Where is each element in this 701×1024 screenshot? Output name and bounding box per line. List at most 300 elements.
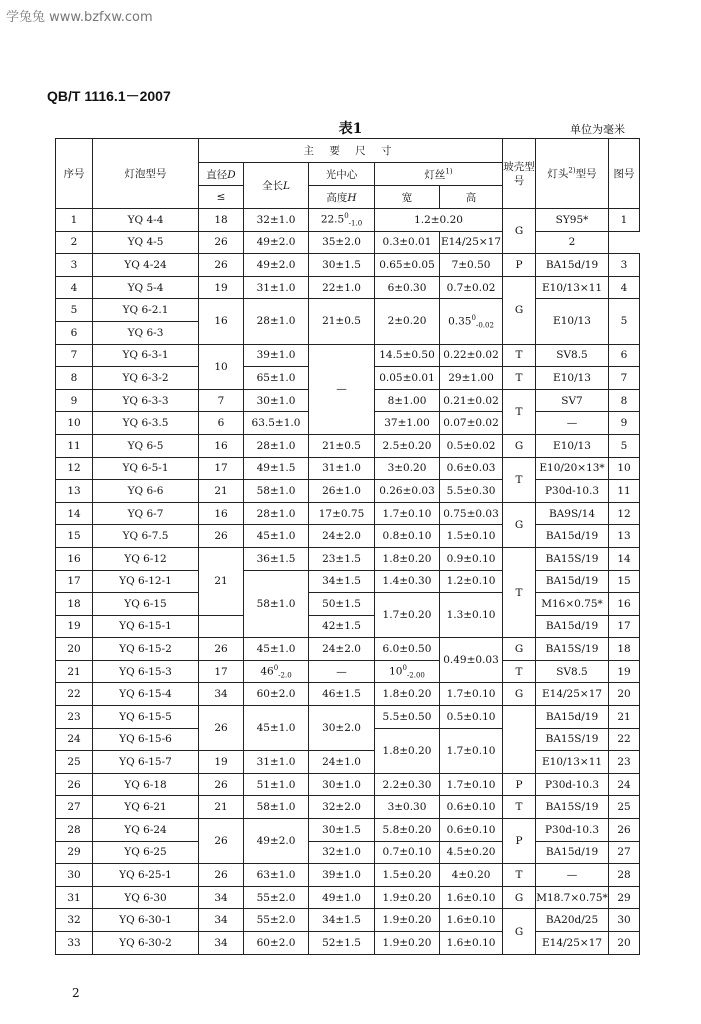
table-row bbox=[56, 434, 640, 457]
cell-seq-value: 7 bbox=[70, 349, 78, 362]
cell-cap-value: — bbox=[566, 869, 578, 882]
cell-fig-value: 15 bbox=[617, 575, 631, 588]
cell-fw-value: 0.65±0.05 bbox=[379, 258, 435, 271]
cell-seq-value: 10 bbox=[67, 417, 81, 430]
cell-cap bbox=[536, 502, 609, 525]
cell-cap-value: SV8.5 bbox=[556, 349, 588, 362]
standard-number: QB/T 1116.1－2007 bbox=[47, 88, 171, 104]
cell-fig bbox=[609, 932, 640, 955]
cell-l bbox=[244, 547, 309, 570]
cell-d-value: 19 bbox=[214, 756, 228, 769]
cell-h bbox=[309, 660, 375, 683]
cell-bulb bbox=[503, 706, 536, 774]
cell-cap bbox=[440, 231, 503, 254]
cell-h-value: — bbox=[336, 383, 347, 396]
cell-h bbox=[309, 909, 375, 932]
cell-cap-value: BA15S/19 bbox=[545, 801, 599, 814]
cell-h bbox=[309, 434, 375, 457]
cell-fw bbox=[375, 932, 440, 955]
cell-l-value: 31±1.0 bbox=[256, 756, 296, 769]
cell-fw bbox=[375, 841, 440, 864]
cell-fw bbox=[375, 773, 440, 796]
cell-fh-value: 1.5±0.10 bbox=[446, 530, 496, 543]
table-row bbox=[56, 751, 640, 774]
table-row bbox=[56, 932, 640, 955]
cell-fig-value: 16 bbox=[617, 597, 631, 610]
cell-fw-value: 2±0.20 bbox=[387, 315, 427, 328]
cell-fh-value: 0.5±0.10 bbox=[446, 710, 496, 723]
cell-seq bbox=[56, 321, 93, 344]
header-cap-note: 2) bbox=[568, 166, 576, 175]
cell-d-value: 16 bbox=[214, 315, 228, 328]
header-bulb-type bbox=[503, 139, 536, 209]
cell-d-value: 34 bbox=[214, 936, 228, 949]
cell-seq bbox=[56, 751, 93, 774]
cell-fw-value: 6±0.30 bbox=[387, 281, 427, 294]
cell-model bbox=[93, 886, 199, 909]
cell-cap-value: SV8.5 bbox=[556, 665, 588, 678]
cell-fh-value: 0.6±0.10 bbox=[446, 823, 496, 836]
cell-bulb-value: P bbox=[515, 258, 523, 271]
cell-seq-value: 22 bbox=[67, 688, 81, 701]
cell-fh bbox=[440, 909, 503, 932]
cell-fig bbox=[609, 660, 640, 683]
cell-d bbox=[199, 231, 244, 254]
cell-cap-value: P30d-10.3 bbox=[544, 823, 600, 836]
cell-cap-value: E10/13×11 bbox=[541, 281, 603, 294]
header-diameter-le: ≤ bbox=[199, 186, 244, 209]
cell-model-value: YQ 6-30 bbox=[124, 891, 167, 904]
cell-h-upper-tol: 0 bbox=[344, 212, 349, 220]
cell-cap bbox=[536, 638, 609, 661]
cell-cap-value: E14/25×17 bbox=[440, 236, 502, 249]
cell-fig-value: 20 bbox=[617, 936, 631, 949]
cell-fig-value: 11 bbox=[617, 484, 631, 497]
cell-seq bbox=[56, 412, 93, 435]
cell-seq bbox=[56, 638, 93, 661]
cell-model bbox=[93, 276, 199, 299]
cell-fig bbox=[609, 525, 640, 548]
cell-d bbox=[199, 276, 244, 299]
cell-d bbox=[199, 457, 244, 480]
cell-l-value: 63±1.0 bbox=[256, 869, 296, 882]
cell-l-value: 32±1.0 bbox=[256, 213, 296, 226]
cell-fh bbox=[440, 683, 503, 706]
cell-fig bbox=[609, 570, 640, 593]
cell-seq bbox=[56, 864, 93, 887]
cell-fh bbox=[440, 593, 503, 638]
cell-model-value: YQ 6-2.1 bbox=[122, 304, 169, 317]
cell-d bbox=[199, 660, 244, 683]
cell-l bbox=[244, 389, 309, 412]
cell-model-value: YQ 6-30-1 bbox=[119, 914, 172, 927]
cell-d bbox=[199, 344, 244, 389]
cell-d bbox=[199, 751, 244, 774]
cell-fig bbox=[609, 480, 640, 503]
cell-h bbox=[309, 615, 375, 638]
cell-cap bbox=[536, 412, 609, 435]
cell-seq bbox=[56, 231, 93, 254]
cell-fw-value: 0.7±0.10 bbox=[382, 846, 432, 859]
cell-bulb bbox=[503, 276, 536, 344]
table-row bbox=[56, 796, 640, 819]
cell-l-value: 49±2.0 bbox=[256, 236, 296, 249]
cell-d bbox=[199, 209, 244, 232]
cell-fw bbox=[375, 525, 440, 548]
cell-model-value: YQ 6-15-2 bbox=[119, 643, 172, 656]
cell-h bbox=[309, 570, 375, 593]
cell-cap bbox=[536, 751, 609, 774]
cell-l bbox=[244, 886, 309, 909]
cell-model bbox=[93, 706, 199, 729]
cell-seq-value: 3 bbox=[70, 258, 78, 271]
cell-cap bbox=[536, 389, 609, 412]
cell-cap bbox=[536, 660, 609, 683]
cell-model bbox=[93, 660, 199, 683]
cell-model bbox=[93, 547, 199, 570]
cell-fh-value: 0.6±0.03 bbox=[446, 462, 496, 475]
cell-l bbox=[244, 864, 309, 887]
cell-fh-value: 0.21±0.02 bbox=[443, 394, 499, 407]
cell-fh bbox=[440, 796, 503, 819]
cell-seq bbox=[56, 344, 93, 367]
table-row bbox=[56, 638, 640, 661]
cell-fw-lower-tol: -2.00 bbox=[406, 671, 425, 680]
cell-fig bbox=[609, 909, 640, 932]
table-caption: 表1 bbox=[338, 121, 363, 137]
cell-fh-value: 1.2±0.10 bbox=[446, 575, 496, 588]
cell-d bbox=[199, 412, 244, 435]
cell-bulb-value: T bbox=[515, 473, 523, 486]
cell-seq bbox=[56, 389, 93, 412]
table-row bbox=[56, 570, 640, 593]
cell-d bbox=[199, 389, 244, 412]
cell-fig-value: 19 bbox=[617, 665, 631, 678]
cell-cap-value: BA15S/19 bbox=[545, 552, 599, 565]
cell-bulb-value: P bbox=[515, 778, 523, 791]
cell-d-value: 26 bbox=[214, 530, 228, 543]
cell-bulb-value: T bbox=[515, 371, 523, 384]
cell-fig bbox=[609, 819, 640, 842]
cell-d-value: 18 bbox=[214, 213, 228, 226]
cell-model-value: YQ 6-21 bbox=[124, 801, 167, 814]
cell-d bbox=[199, 909, 244, 932]
cell-l-value: 39±1.0 bbox=[256, 349, 296, 362]
cell-fh bbox=[440, 570, 503, 593]
cell-d bbox=[199, 480, 244, 503]
cell-l-value: 30±1.0 bbox=[256, 394, 296, 407]
table-row bbox=[56, 457, 640, 480]
cell-fw bbox=[375, 367, 440, 390]
cell-cap bbox=[536, 457, 609, 480]
cell-model-value: YQ 6-12 bbox=[124, 552, 167, 565]
cell-h-value: 24±1.0 bbox=[322, 756, 361, 769]
cell-cap bbox=[536, 570, 609, 593]
cell-l-value: 49±2.0 bbox=[256, 258, 296, 271]
cell-cap-value: E14/25×17 bbox=[541, 936, 603, 949]
cell-bulb bbox=[503, 389, 536, 434]
cell-seq-value: 25 bbox=[67, 756, 81, 769]
cell-seq bbox=[56, 547, 93, 570]
cell-fw bbox=[375, 593, 440, 638]
cell-bulb-value: T bbox=[515, 869, 523, 882]
cell-fig-value: 22 bbox=[617, 733, 631, 746]
cell-l-value: 45±1.0 bbox=[256, 722, 296, 735]
cell-seq-value: 12 bbox=[67, 462, 81, 475]
cell-model bbox=[93, 864, 199, 887]
cell-fh bbox=[440, 864, 503, 887]
cell-cap bbox=[536, 886, 609, 909]
cell-l bbox=[244, 209, 309, 232]
cell-seq-value: 16 bbox=[67, 552, 81, 565]
cell-seq bbox=[56, 819, 93, 842]
cell-fig-value: 10 bbox=[617, 462, 631, 475]
cell-fh bbox=[440, 728, 503, 773]
cell-model bbox=[93, 209, 199, 232]
cell-fh-lower-tol: -0.02 bbox=[475, 321, 494, 330]
cell-fw-value: 5.8±0.20 bbox=[382, 823, 432, 836]
cell-fh-value: 5.5±0.30 bbox=[446, 484, 496, 497]
cell-h bbox=[309, 932, 375, 955]
cell-d bbox=[199, 547, 244, 615]
cell-fw bbox=[375, 909, 440, 932]
cell-bulb-value: G bbox=[514, 688, 524, 701]
cell-seq bbox=[56, 706, 93, 729]
cell-fig bbox=[609, 841, 640, 864]
cell-model-value: YQ 6-25-1 bbox=[119, 869, 172, 882]
cell-fig bbox=[609, 773, 640, 796]
cell-fig-value: 5 bbox=[620, 439, 628, 452]
cell-model bbox=[93, 321, 199, 344]
cell-h bbox=[309, 638, 375, 661]
cell-fw bbox=[375, 706, 440, 729]
cell-model-value: YQ 6-7.5 bbox=[122, 530, 169, 543]
cell-h-value: 52±1.5 bbox=[322, 936, 361, 949]
cell-d bbox=[199, 254, 244, 277]
table-row bbox=[56, 502, 640, 525]
cell-model bbox=[93, 480, 199, 503]
cell-model bbox=[93, 412, 199, 435]
cell-model bbox=[93, 570, 199, 593]
cell-h bbox=[309, 457, 375, 480]
cell-seq bbox=[56, 909, 93, 932]
cell-d-value: 21 bbox=[214, 575, 228, 588]
header-diameter-symbol: D bbox=[227, 168, 236, 181]
cell-l-value: 55±2.0 bbox=[256, 914, 296, 927]
table-row bbox=[56, 231, 640, 254]
cell-l-value: 60±2.0 bbox=[256, 936, 296, 949]
cell-fw bbox=[375, 547, 440, 570]
cell-seq-value: 8 bbox=[70, 371, 78, 384]
cell-l bbox=[244, 480, 309, 503]
cell-fh bbox=[440, 773, 503, 796]
cell-bulb bbox=[503, 209, 536, 254]
cell-bulb bbox=[503, 660, 536, 683]
cell-model-value: YQ 6-5 bbox=[127, 439, 164, 452]
cell-fw bbox=[375, 819, 440, 842]
cell-model bbox=[93, 525, 199, 548]
cell-h bbox=[309, 864, 375, 887]
cell-fig-value: 6 bbox=[620, 349, 628, 362]
table-row bbox=[56, 615, 640, 638]
cell-fig-value: 13 bbox=[617, 530, 631, 543]
cell-seq-value: 17 bbox=[67, 575, 81, 588]
cell-seq-value: 11 bbox=[67, 439, 81, 452]
cell-fw-value: 1.8±0.20 bbox=[382, 688, 432, 701]
cell-h-value: 30±1.5 bbox=[322, 823, 361, 836]
table-row bbox=[56, 344, 640, 367]
cell-l-value: 49±1.5 bbox=[256, 462, 296, 475]
cell-model-value: YQ 6-3-2 bbox=[122, 371, 169, 384]
cell-d-value: 26 bbox=[214, 258, 228, 271]
cell-h bbox=[309, 547, 375, 570]
table-row bbox=[56, 886, 640, 909]
cell-d bbox=[199, 706, 244, 751]
cell-d bbox=[199, 683, 244, 706]
cell-fig bbox=[609, 412, 640, 435]
cell-fh bbox=[440, 480, 503, 503]
cell-model-value: YQ 6-7 bbox=[127, 507, 164, 520]
header-diameter-text: 直径 bbox=[206, 168, 228, 181]
cell-bulb bbox=[503, 773, 536, 796]
table-row bbox=[56, 480, 640, 503]
cell-model bbox=[93, 796, 199, 819]
cell-fw bbox=[375, 638, 440, 661]
cell-h-value: 31±1.0 bbox=[322, 462, 361, 475]
cell-fw bbox=[375, 344, 440, 367]
cell-h-value: 32±1.0 bbox=[322, 846, 361, 859]
cell-d-value: 19 bbox=[214, 281, 228, 294]
cell-cap bbox=[536, 706, 609, 729]
cell-fh-value: 0.22±0.02 bbox=[443, 349, 499, 362]
cell-fig bbox=[609, 502, 640, 525]
cell-seq-value: 9 bbox=[70, 394, 78, 407]
cell-h bbox=[309, 886, 375, 909]
cell-l bbox=[244, 909, 309, 932]
cell-cap bbox=[536, 299, 609, 344]
cell-cap bbox=[536, 254, 609, 277]
header-seq: 序号 bbox=[56, 139, 93, 209]
cell-bulb-value: G bbox=[514, 925, 524, 938]
cell-h bbox=[309, 593, 375, 616]
cell-seq-value: 32 bbox=[67, 914, 81, 927]
cell-model-value: YQ 5-4 bbox=[127, 281, 164, 294]
cell-l bbox=[244, 457, 309, 480]
cell-fh-value: 0.5±0.02 bbox=[446, 439, 496, 452]
cell-l-value: 65±1.0 bbox=[256, 371, 296, 384]
cell-fw-value: 0.8±0.10 bbox=[382, 530, 432, 543]
cell-cap-value: BA9S/14 bbox=[548, 507, 596, 520]
cell-fh-value: 1.6±0.10 bbox=[446, 936, 496, 949]
cell-fig bbox=[609, 276, 640, 299]
cell-fh bbox=[440, 886, 503, 909]
header-filament-text: 灯丝 bbox=[424, 168, 446, 181]
cell-d-value: 21 bbox=[214, 801, 228, 814]
cell-h-value: 46±1.5 bbox=[322, 688, 361, 701]
cell-fig-value: 9 bbox=[620, 417, 628, 430]
cell-fig bbox=[609, 683, 640, 706]
cell-fw-value: 1.5±0.20 bbox=[382, 869, 432, 882]
cell-l-value: 55±2.0 bbox=[256, 891, 296, 904]
cell-fh bbox=[440, 299, 503, 344]
cell-bulb bbox=[503, 886, 536, 909]
header-light-center: 光中心 bbox=[309, 163, 375, 186]
cell-fig-value: 18 bbox=[617, 643, 631, 656]
cell-fw-value: 1.8±0.20 bbox=[382, 552, 432, 565]
cell-l bbox=[244, 502, 309, 525]
cell-fh-upper-tol: 0 bbox=[471, 313, 476, 322]
cell-fw-value: 3±0.30 bbox=[387, 801, 427, 814]
cell-model-value: YQ 6-3 bbox=[127, 326, 164, 339]
cell-d-value: 34 bbox=[214, 891, 228, 904]
cell-bulb-value: T bbox=[515, 665, 523, 678]
cell-fw-value: 6.0±0.50 bbox=[382, 643, 432, 656]
cell-model bbox=[93, 434, 199, 457]
cell-seq bbox=[56, 457, 93, 480]
cell-fw-value: 1.7±0.10 bbox=[382, 507, 432, 520]
cell-model bbox=[93, 841, 199, 864]
cell-seq-value: 18 bbox=[67, 597, 81, 610]
cell-h bbox=[309, 276, 375, 299]
watermark: 学兔兔 www.bzfxw.com bbox=[6, 10, 153, 25]
cell-h-value: 42±1.5 bbox=[322, 620, 361, 633]
cell-seq bbox=[56, 683, 93, 706]
cell-fw-value: 8±1.00 bbox=[387, 394, 427, 407]
table-row bbox=[56, 593, 640, 616]
cell-fw bbox=[375, 864, 440, 887]
cell-h bbox=[309, 254, 375, 277]
cell-d bbox=[199, 299, 244, 344]
cell-cap bbox=[536, 683, 609, 706]
cell-fh-value: 0.07±0.02 bbox=[443, 417, 499, 430]
table-row bbox=[56, 660, 640, 683]
table-row bbox=[56, 864, 640, 887]
cell-seq-value: 19 bbox=[67, 620, 81, 633]
cell-seq-value: 30 bbox=[67, 869, 81, 882]
header-cap bbox=[536, 139, 609, 209]
cell-fh bbox=[440, 638, 503, 683]
cell-fig-value: 8 bbox=[620, 394, 628, 407]
cell-h-value: 32±2.0 bbox=[322, 801, 361, 814]
cell-fig-value: 1 bbox=[620, 213, 628, 226]
header-main-dims: 主 要 尺 寸 bbox=[199, 139, 503, 163]
cell-model-value: YQ 6-15-3 bbox=[119, 665, 172, 678]
cell-bulb-value: T bbox=[515, 349, 523, 362]
cell-seq-value: 21 bbox=[67, 665, 81, 678]
cell-model bbox=[93, 344, 199, 367]
header-cap-suffix: 型号 bbox=[575, 168, 597, 180]
cell-cap bbox=[536, 932, 609, 955]
cell-h bbox=[309, 299, 375, 344]
cell-fig bbox=[609, 254, 640, 277]
cell-fig-value: 29 bbox=[617, 891, 631, 904]
cell-cap bbox=[536, 276, 609, 299]
cell-model-value: YQ 6-15-6 bbox=[119, 733, 172, 746]
cell-model-value: YQ 6-3-1 bbox=[122, 349, 169, 362]
cell-fig bbox=[609, 367, 640, 390]
unit-note: 单位为毫米 bbox=[570, 123, 625, 136]
cell-l bbox=[244, 570, 309, 638]
cell-cap-value: BA15d/19 bbox=[545, 530, 599, 543]
cell-fw bbox=[375, 457, 440, 480]
cell-seq bbox=[56, 525, 93, 548]
cell-cap-value: — bbox=[566, 417, 578, 430]
cell-h bbox=[309, 796, 375, 819]
cell-l bbox=[244, 773, 309, 796]
cell-h-value: 21±0.5 bbox=[322, 439, 361, 452]
cell-fig-value: 28 bbox=[617, 869, 631, 882]
page-number: 2 bbox=[72, 986, 80, 1000]
